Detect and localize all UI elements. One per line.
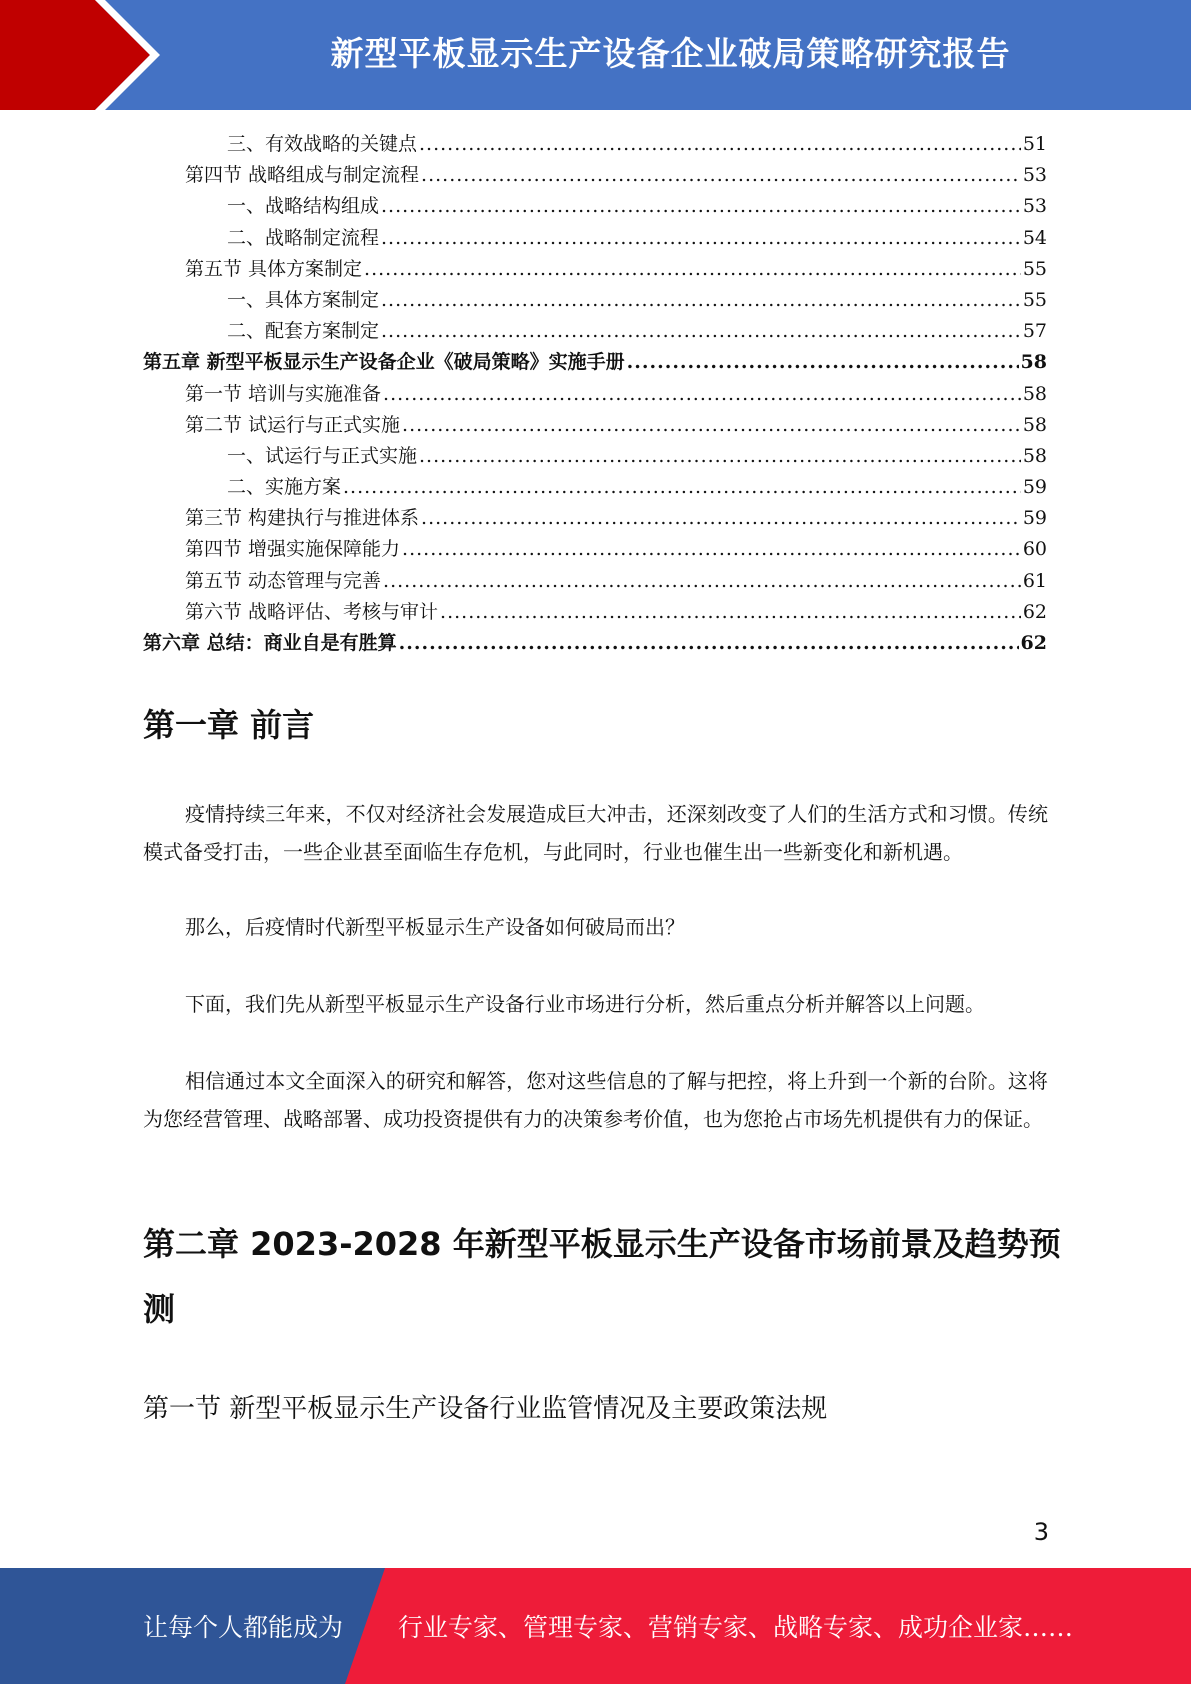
toc-entry[interactable] [143,129,1047,160]
toc-entry-title: 第二节 试运行与正式实施 [185,413,401,436]
toc-dot-leader [381,285,1021,316]
toc-dot-leader [419,129,1021,160]
toc-entry-title: 第四节 战略组成与制定流程 [185,164,420,187]
toc-entry-page: 58 [1022,413,1047,436]
toc-entry-title: 第六节 战略评估、考核与审计 [185,600,439,623]
toc-dot-leader [343,472,1021,503]
toc-entry[interactable] [143,566,1047,597]
toc-entry-title: 一、具体方案制定 [227,288,380,311]
page-number: 3 [1033,1518,1049,1546]
toc-dot-leader [419,441,1021,472]
paragraph: 相信通过本文全面深入的研究和解答，您对这些信息的了解与把控，将上升到一个新的台阶。这将为您经营管理、战略部署、成功投资提供有力的决策参考价值，也为您抢占市场先机提供有力的保证。 [143,1069,1048,1131]
toc-dot-leader [402,410,1021,441]
paragraph: 下面，我们先从新型平板显示生产设备行业市场进行分析，然后重点分析并解答以上问题。 [185,992,985,1016]
toc-entry[interactable] [143,223,1047,254]
toc-entry[interactable] [143,254,1047,285]
toc-dot-leader [383,566,1021,597]
toc-dot-leader [402,534,1021,565]
toc-entry-title: 一、试运行与正式实施 [227,444,418,467]
page-header [0,0,1191,110]
toc-entry-page: 58 [1022,444,1047,467]
toc-entry[interactable] [143,472,1047,503]
toc-entry-page: 61 [1022,569,1047,592]
toc-entry[interactable] [143,597,1047,628]
section-heading: 第一节 新型平板显示生产设备行业监管情况及主要政策法规 [143,1394,828,1424]
toc-entry-page: 62 [1022,600,1047,623]
toc-dot-leader [399,628,1019,659]
toc-dot-leader [421,160,1021,191]
toc-entry-page: 58 [1020,351,1047,374]
toc-entry[interactable] [143,316,1047,347]
toc-entry[interactable] [143,628,1047,659]
toc-entry-page: 58 [1022,382,1047,405]
toc-entry-title: 第五节 动态管理与完善 [185,569,382,592]
paragraph: 那么，后疫情时代新型平板显示生产设备如何破局而出？ [185,915,685,939]
footer-slogan-left: 让每个人都能成为 [143,1613,344,1642]
toc-entry[interactable] [143,534,1047,565]
toc-dot-leader [381,191,1021,222]
toc-entry-page: 51 [1022,133,1047,155]
toc-entry-page: 60 [1022,538,1047,561]
toc-entry-title: 第六章 总结：商业自是有胜算 [143,632,397,654]
toc-entry-title: 第五节 具体方案制定 [185,257,363,280]
toc-entry[interactable] [143,285,1047,316]
toc-entry[interactable] [143,441,1047,472]
chapter-1-heading: 第一章 前言 [143,706,315,744]
footer-slogan-right: 行业专家、管理专家、营销专家、战略专家、成功企业家…… [398,1613,1074,1642]
chapter-2-heading: 第二章 2023-2028 年新型平板显示生产设备市场前景及趋势预测 [143,1225,1061,1328]
toc-dot-leader [440,597,1021,628]
toc-entry[interactable] [143,191,1047,222]
toc-entry-title: 二、战略制定流程 [227,226,380,249]
toc-entry-page: 55 [1022,257,1047,280]
toc-entry-page: 59 [1022,507,1047,530]
toc-dot-leader [421,503,1021,534]
toc-entry[interactable] [143,503,1047,534]
toc-entry-page: 62 [1020,632,1047,654]
table-of-contents [143,129,1047,659]
toc-entry-title: 二、配套方案制定 [227,320,380,343]
page-footer [0,1568,1191,1684]
toc-entry-page: 53 [1022,164,1047,187]
toc-dot-leader [627,347,1019,378]
toc-entry-page: 54 [1022,226,1047,249]
toc-dot-leader [381,223,1021,254]
toc-entry-title: 一、战略结构组成 [227,195,380,218]
toc-entry-page: 59 [1022,476,1047,499]
toc-entry[interactable] [143,347,1047,378]
toc-entry[interactable] [143,410,1047,441]
toc-entry-title: 二、实施方案 [227,476,342,499]
toc-entry[interactable] [143,379,1047,410]
toc-entry-title: 第一节 培训与实施准备 [185,382,382,405]
report-title: 新型平板显示生产设备企业破局策略研究报告 [330,34,1011,73]
toc-dot-leader [364,254,1021,285]
toc-entry-page: 53 [1022,195,1047,218]
toc-entry-title: 第五章 新型平板显示生产设备企业《破局策略》实施手册 [143,351,625,374]
toc-dot-leader [381,316,1021,347]
toc-entry[interactable] [143,160,1047,191]
paragraph: 疫情持续三年来，不仅对经济社会发展造成巨大冲击，还深刻改变了人们的生活方式和习惯。传统模式备受打击，一些企业甚至面临生存危机，与此同时，行业也催生出一些新变化和新机遇。 [143,802,1048,864]
toc-entry-page: 57 [1022,320,1047,343]
toc-entry-title: 第三节 构建执行与推进体系 [185,507,420,530]
toc-entry-page: 55 [1022,288,1047,311]
toc-entry-title: 第四节 增强实施保障能力 [185,538,401,561]
toc-entry-title: 三、有效战略的关键点 [227,133,418,155]
toc-dot-leader [383,379,1021,410]
